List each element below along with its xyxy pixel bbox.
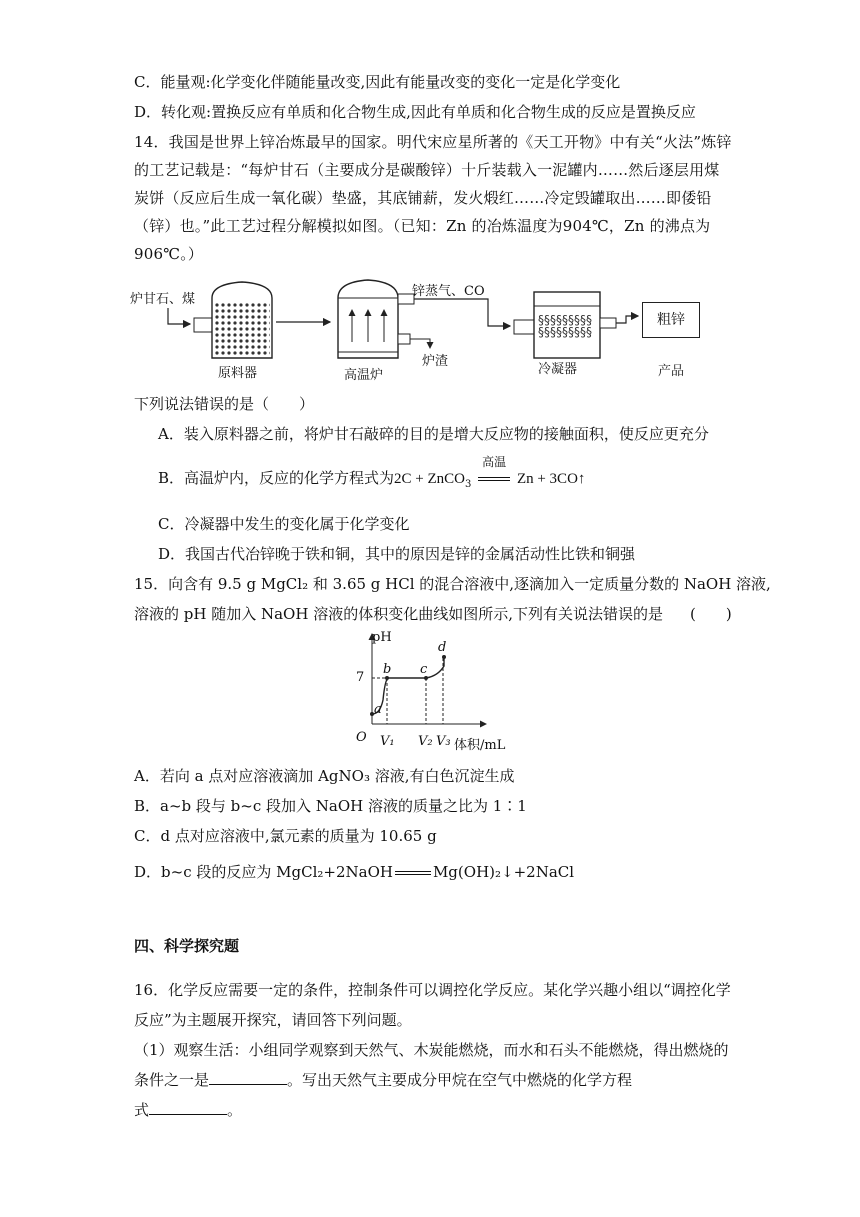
answer-blank-1[interactable] <box>209 1068 287 1085</box>
x-tick-v2: V₂ <box>418 734 433 749</box>
q14-option-a: A．装入原料器之前，将炉甘石敲碎的目的是增大反应物的接触面积，使反应更充分 <box>158 425 709 443</box>
q16-line-4-start: 条件之一是 <box>134 1071 210 1089</box>
q14-option-d: D．我国古代冶锌晚于铁和铜，其中的原因是锌的金属活动性比铁和铜强 <box>158 545 636 563</box>
q15-option-d <box>134 860 574 884</box>
point-b: b <box>383 662 392 677</box>
slag-label: 炉渣 <box>422 354 449 369</box>
vapor-label: 锌蒸气、CO <box>412 284 485 299</box>
q16-line-5-end: 。 <box>227 1101 243 1119</box>
q15-paren: ( ) <box>690 605 732 623</box>
option-d-q13: D．转化观:置换反应有单质和化合物生成,因此有单质和化合物生成的反应是置换反应 <box>134 103 696 121</box>
answer-blank-2[interactable] <box>149 1098 227 1115</box>
q14-option-b-prefix: B．高温炉内，反应的化学方程式为 <box>158 469 395 487</box>
process-diagram <box>130 278 730 383</box>
equals-sign <box>395 871 431 875</box>
point-d: d <box>438 640 447 655</box>
origin-label: O <box>356 730 367 745</box>
q15-option-d-suffix: Mg(OH)₂↓+2NaCl <box>432 863 575 881</box>
q15-option-b: B．a~b 段与 b~c 段加入 NaOH 溶液的质量之比为 1∶1 <box>134 797 527 815</box>
x-tick-v1: V₁ <box>380 734 395 749</box>
raw-vessel-label: 原料器 <box>218 366 258 381</box>
q15-option-d-prefix: D．b~c 段的反应为 MgCl₂+2NaOH <box>134 863 393 881</box>
equation-left: 2C + ZnCO <box>394 471 465 487</box>
x-axis-label: 体积/mL <box>454 738 506 753</box>
svg-text:§§§§§§§§§: §§§§§§§§§ <box>538 325 592 339</box>
q14-option-c: C．冷凝器中发生的变化属于化学变化 <box>158 515 410 533</box>
q16-line-4 <box>134 1068 632 1092</box>
q14-ask: 下列说法错误的是（ ） <box>134 395 315 413</box>
point-a: a <box>374 702 382 717</box>
q15-stem-2: 溶液的 pH 随加入 NaOH 溶液的体积变化曲线如图所示,下列有关说法错误的是 <box>134 605 663 623</box>
equation-right: Zn + 3CO↑ <box>516 471 586 487</box>
condition-text: 高温 <box>482 455 507 469</box>
section-title: 四、科学探究题 <box>134 937 240 955</box>
q14-option-b: B．高温炉内，反应的化学方程式为2C + ZnCO$_3$ 高温 Zn + 3CO↑ <box>158 466 585 497</box>
question-14-stem: 14．我国是世界上锌冶炼最早的国家。明代宋应星所著的《天工开物》中有关“火法”炼锌的工艺记载是：“每炉甘石（主要成分是碳酸锌）十斤装载入一泥罐内……然后逐层用煤炭饼（反应后生成一氧化碳）垫盛，其底铺薪，发火煅红……冷定毁罐取出……即倭铅（锌）也。”此工艺过程分解模拟如图。（已知：Zn 的冶炼温度为904℃，Zn 的沸点为906℃。） <box>134 133 732 263</box>
q16-line-4-end: 。写出天然气主要成分甲烷在空气中燃烧的化学方程 <box>287 1071 633 1089</box>
svg-text:§§§§§§§§§: §§§§§§§§§ <box>538 313 592 327</box>
condenser-label: 冷凝器 <box>538 362 578 377</box>
q16-line-3: （1）观察生活：小组同学观察到天然气、木炭能燃烧，而水和石头不能燃烧，得出燃烧的 <box>134 1041 729 1059</box>
furnace-label: 高温炉 <box>344 368 384 383</box>
product-box: 粗锌 <box>642 302 700 338</box>
q15-option-a: A．若向 a 点对应溶液滴加 AgNO₃ 溶液,有白色沉淀生成 <box>134 767 515 785</box>
q15-option-c: C．d 点对应溶液中,氯元素的质量为 10.65 g <box>134 827 437 845</box>
point-c: c <box>420 662 428 677</box>
x-tick-v3: V₃ <box>436 734 451 749</box>
q16-line-5 <box>134 1098 242 1122</box>
q16-line-2: 反应”为主题展开探究，请回答下列问题。 <box>134 1011 412 1029</box>
ph-tick-7: 7 <box>356 670 365 685</box>
q16-line-5-start: 式 <box>134 1101 150 1119</box>
option-c-q13: C．能量观:化学变化伴随能量改变,因此有能量改变的变化一定是化学变化 <box>134 73 621 91</box>
product-label: 产品 <box>658 364 685 379</box>
input-label: 炉甘石、煤 <box>130 292 196 307</box>
equation-condition <box>476 455 512 490</box>
ph-y-label: pH <box>372 630 392 645</box>
q16-line-1: 16．化学反应需要一定的条件，控制条件可以调控化学反应。某化学兴趣小组以“调控化学 <box>134 981 731 999</box>
ph-graph <box>350 630 520 755</box>
q15-stem-1: 15．向含有 9.5 g MgCl₂ 和 3.65 g HCl 的混合溶液中,逐滴加入一定质量分数的 NaOH 溶液, <box>134 575 771 593</box>
